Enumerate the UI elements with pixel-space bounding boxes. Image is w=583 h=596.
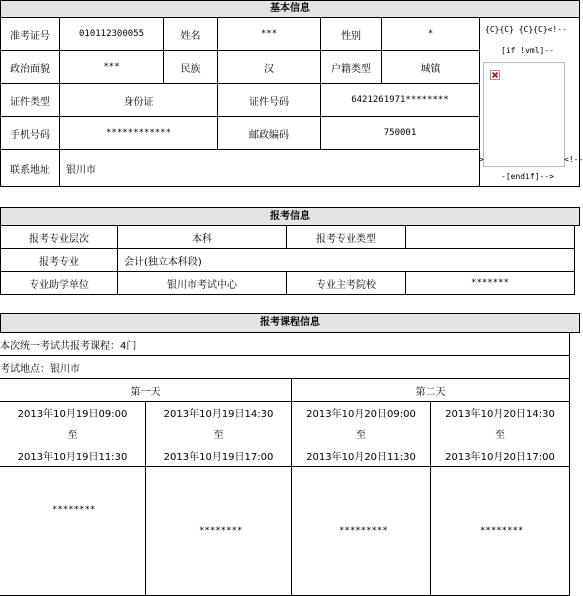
- ethnic-label: 民族: [163, 50, 218, 84]
- id-type-label: 证件类型: [0, 83, 60, 117]
- session-2-to: 至: [213, 430, 224, 442]
- id-no-value: 6421261971********: [320, 83, 480, 117]
- id-type-value: 身份证: [59, 83, 218, 117]
- exam-no-label: 准考证号: [0, 17, 60, 51]
- session-3-course: *********: [339, 526, 388, 536]
- id-no-label: 证件号码: [217, 83, 321, 117]
- session-3-to: 至: [356, 430, 366, 442]
- major-info-header: 报考信息: [0, 207, 580, 226]
- session-1-time: [0, 401, 146, 467]
- ethnic-value: 汉: [217, 50, 321, 84]
- session-4-course: ********: [480, 526, 524, 536]
- major-school-value: *******: [405, 271, 575, 295]
- session-2-end: 2013年10月19日17:00: [163, 451, 274, 463]
- course-count-text: 本次统一考试共报考课程：4门: [0, 340, 137, 352]
- major-unit-value: 银川市考试中心: [117, 271, 287, 295]
- session-1-course: ********: [52, 505, 96, 515]
- basic-info-header: 基本信息: [0, 0, 580, 18]
- exam-no-value: 010112300055: [59, 17, 164, 51]
- session-4-to: 至: [495, 430, 505, 442]
- gender-label: 性别: [320, 17, 382, 51]
- address-value: 银川市: [59, 149, 480, 187]
- major-level-value: 本科: [117, 225, 287, 249]
- session-2-start: 2013年10月19日14:30: [163, 409, 274, 421]
- session-4-end: 2013年10月20日17:00: [445, 451, 555, 463]
- postcode-value: 750001: [320, 116, 480, 150]
- major-level-label: 报考专业层次: [0, 225, 118, 249]
- session-3-end: 2013年10月20日11:30: [306, 451, 416, 463]
- postcode-label: 邮政编码: [217, 116, 321, 150]
- photo-area: [479, 17, 583, 187]
- session-2-course-cell: [145, 466, 292, 596]
- session-2-time: [145, 401, 292, 467]
- hukou-value: 城镇: [381, 50, 480, 84]
- course-info-header: 报考课程信息: [0, 313, 580, 333]
- session-1-course-cell: [0, 466, 146, 596]
- address-label: 联系地址: [0, 149, 60, 187]
- photo-comment-line1: {C}{C} {C}{C}<!--: [485, 25, 567, 34]
- photo-comment-bottom: -[endif]-->: [501, 172, 554, 181]
- session-3-time: [291, 401, 431, 467]
- session-4-course-cell: [430, 466, 570, 596]
- major-name-label: 报考专业: [0, 248, 118, 272]
- photo-frame: [483, 62, 565, 167]
- major-name-value: 会计(独立本科段): [117, 248, 575, 272]
- name-label: 姓名: [163, 17, 218, 51]
- session-2-course: ********: [199, 526, 243, 536]
- day1-header: 第一天: [0, 378, 292, 402]
- political-label: 政治面貌: [0, 50, 60, 84]
- day2-header: 第二天: [291, 378, 570, 402]
- photo-comment-line2: [if !vml]--: [501, 46, 554, 55]
- photo-right-mark: <!--: [564, 155, 583, 164]
- course-summary: [0, 332, 570, 356]
- political-value: ***: [59, 50, 164, 84]
- session-1-to: 至: [67, 430, 78, 442]
- session-1-start: 2013年10月19日09:00: [17, 409, 128, 421]
- broken-image-icon: [490, 70, 500, 80]
- course-location: [0, 355, 570, 379]
- name-value: ***: [217, 17, 321, 51]
- major-type-value: [405, 225, 575, 249]
- session-4-start: 2013年10月20日14:30: [445, 409, 555, 421]
- photo-left-mark: >: [479, 155, 484, 164]
- course-location-text: 考试地点：银川市: [0, 363, 80, 375]
- major-type-label: 报考专业类型: [286, 225, 406, 249]
- hukou-label: 户籍类型: [320, 50, 382, 84]
- phone-label: 手机号码: [0, 116, 60, 150]
- gender-value: *: [381, 17, 480, 51]
- major-school-label: 专业主考院校: [286, 271, 406, 295]
- session-4-time: [430, 401, 570, 467]
- major-unit-label: 专业助学单位: [0, 271, 118, 295]
- session-3-start: 2013年10月20日09:00: [306, 409, 416, 421]
- session-3-course-cell: [291, 466, 431, 596]
- phone-value: ************: [59, 116, 218, 150]
- session-1-end: 2013年10月19日11:30: [17, 451, 128, 463]
